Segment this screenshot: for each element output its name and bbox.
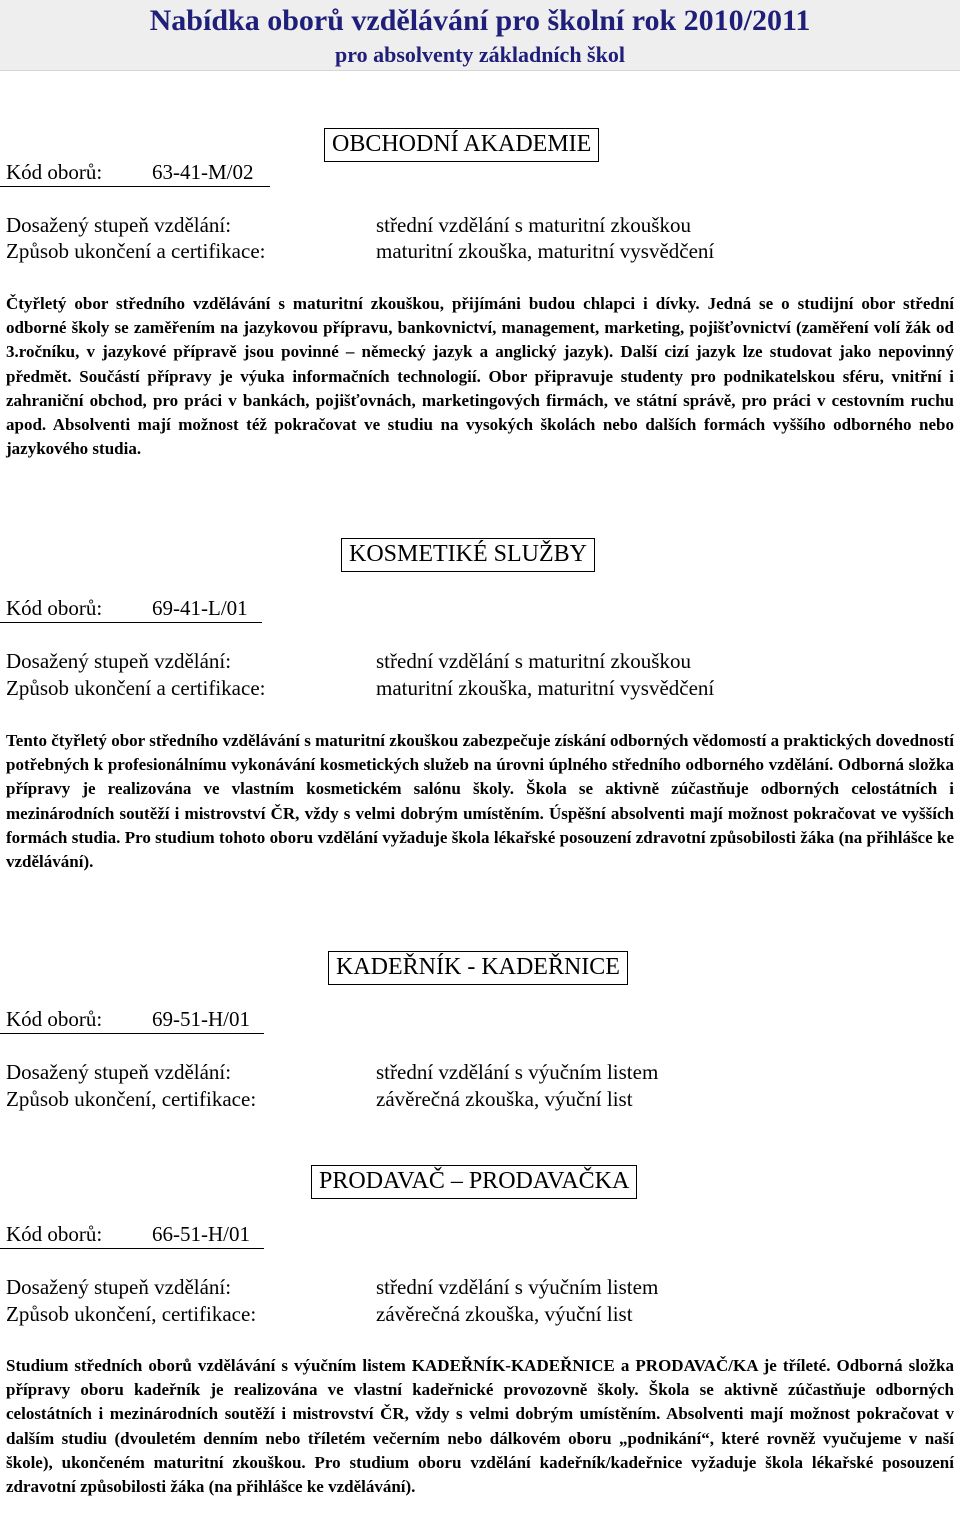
program-title: KADEŘNÍK - KADEŘNICE xyxy=(328,951,628,985)
level-value: střední vzdělání s výučním listem xyxy=(376,1275,659,1299)
document-subtitle: pro absolventy základních škol xyxy=(335,42,625,67)
completion-value: závěrečná zkouška, výuční list xyxy=(376,1087,633,1111)
code-value: 69-51-H/01 xyxy=(152,1007,250,1031)
completion-label: Způsob ukončení a certifikace: xyxy=(6,239,266,263)
code-label: Kód oborů: xyxy=(6,160,103,184)
code-value: 69-41-L/01 xyxy=(152,596,248,620)
code-value: 66-51-H/01 xyxy=(152,1222,250,1246)
document-title: Nabídka oborů vzdělávání pro školní rok 2010/2011 xyxy=(149,4,811,37)
completion-label: Způsob ukončení a certifikace: xyxy=(6,676,266,700)
code-value: 63-41-M/02 xyxy=(152,160,254,184)
completion-value: maturitní zkouška, maturitní vysvědčení xyxy=(376,239,715,263)
program-title: OBCHODNÍ AKADEMIE xyxy=(324,128,599,162)
level-label: Dosažený stupeň vzdělání: xyxy=(6,649,232,673)
code-underline xyxy=(0,622,262,623)
level-value: střední vzdělání s maturitní zkouškou xyxy=(376,649,691,673)
code-underline xyxy=(0,1033,264,1034)
level-label: Dosažený stupeň vzdělání: xyxy=(6,1060,232,1084)
level-label: Dosažený stupeň vzdělání: xyxy=(6,213,232,237)
level-value: střední vzdělání s maturitní zkouškou xyxy=(376,213,691,237)
program-description: Studium středních oborů vzdělávání s výučním listem KADEŘNÍK-KADEŘNICE a PRODAVAČ/KA je tříleté. Odborná složka přípravy oboru kadeřník je realizována ve vlastní kadeřnické provozovně školy. Škola se aktivně zúčastňuje odborných celostátních i mezinárodních soutěží i mistrovství ČR, vždy s velmi dobrým umístěním. Absolventi mají možnost pokračovat v dalším studiu (dvouletém denním nebo tříletém večerním nebo dálkovém oboru „podnikání“, které rovněž vyučujeme v naší škole), ukončeném maturitní zkouškou. Pro studium oboru vzdělání kadeřník/kadeřnice vyžaduje škola lékařské posouzení zdravotní způsobilosti žáka (na přihlášce ke vzdělávání). xyxy=(6,1356,954,1497)
level-value: střední vzdělání s výučním listem xyxy=(376,1060,659,1084)
code-label: Kód oborů: xyxy=(6,1007,103,1031)
program-title: PRODAVAČ – PRODAVAČKA xyxy=(311,1165,637,1199)
completion-label: Způsob ukončení, certifikace: xyxy=(6,1087,257,1111)
code-label: Kód oborů: xyxy=(6,1222,103,1246)
completion-value: závěrečná zkouška, výuční list xyxy=(376,1302,633,1326)
completion-value: maturitní zkouška, maturitní vysvědčení xyxy=(376,676,715,700)
code-label: Kód oborů: xyxy=(6,596,103,620)
program-title: KOSMETIKÉ SLUŽBY xyxy=(341,538,595,572)
completion-label: Způsob ukončení, certifikace: xyxy=(6,1302,257,1326)
code-underline xyxy=(0,1248,264,1249)
program-description: Tento čtyřletý obor středního vzdělávání s maturitní zkouškou zabezpečuje získání odborných vědomostí a praktických dovedností potřebných k profesionálnímu vykonávání kosmetických služeb na úrovni úplného středního odborného vzdělání. Odborná složka přípravy je realizována ve vlastním kosmetickém salónu školy. Škola se aktivně zúčastňuje odborných celostátních i mezinárodních soutěží i mistrovství ČR, vždy s velmi dobrým umístěním. Úspěšní absolventi mají možnost pokračovat ve vyšších formách studia. Pro studium tohoto oboru vzdělání vyžaduje škola lékařské posouzení zdravotní způsobilosti žáka (na přihlášce ke vzdělávání). xyxy=(6,731,954,872)
level-label: Dosažený stupeň vzdělání: xyxy=(6,1275,232,1299)
program-description: Čtyřletý obor středního vzdělávání s maturitní zkouškou, přijímáni budou chlapci i dívky. Jedná se o studijní obor střední odborné školy se zaměřením na jazykovou přípravu, bankovnictví, management, marketing, pojišťovnictví (zaměření volí žák od 3.ročníku, v jazykové přípravě jsou povinné – německý jazyk a anglický jazyk). Další cizí jazyk lze studovat jako nepovinný předmět. Součástí přípravy je výuka informačních technologií. Obor připravuje studenty pro podnikatelskou sféru, vnitřní i zahraniční obchod, pro práci v bankách, pojišťovnách, marketingových firmách, ve státní správě, pro práci v cestovním ruchu apod. Absolventi mají možnost též pokračovat ve studiu na vysokých školách nebo dalších formách vyššího odborného nebo jazykového studia. xyxy=(6,294,954,459)
code-underline xyxy=(0,186,270,187)
document-header xyxy=(0,0,960,71)
